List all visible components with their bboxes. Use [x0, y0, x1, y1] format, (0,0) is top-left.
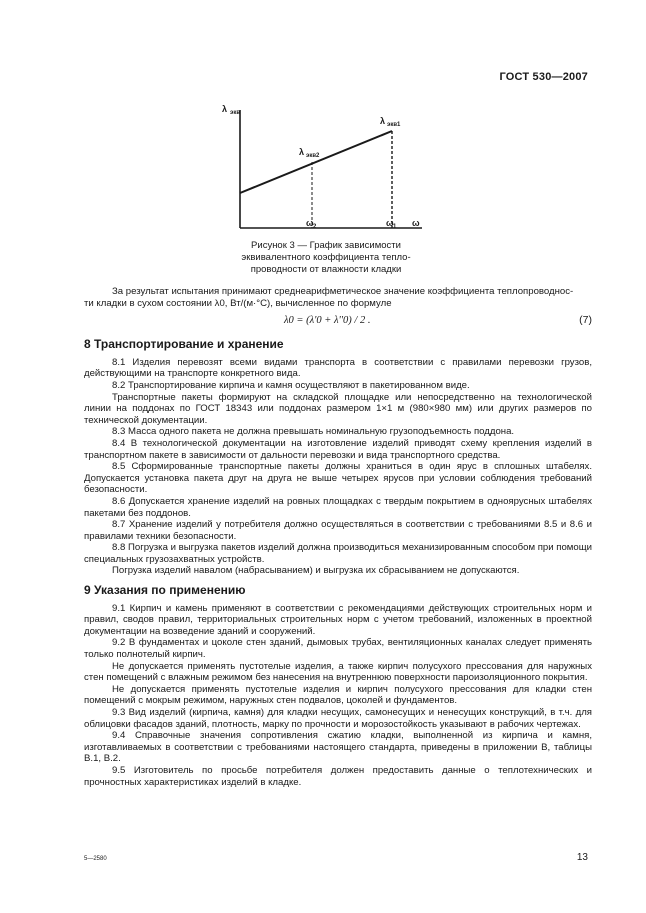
caption-line: Рисунок 3 — График зависимости — [251, 240, 401, 251]
paragraph: 8.2 Транспортирование кирпича и камня осуществляют в пакетированном виде. — [112, 379, 470, 391]
trend-line — [240, 131, 392, 193]
tick-1-label: ω — [386, 218, 394, 228]
section-9-title: 9 Указания по применению — [84, 583, 246, 598]
point-1-sub: экв1 — [387, 122, 401, 128]
paragraph: 8.3 Масса одного пакета не должна превышать номинальную грузоподъемность поддона. — [112, 426, 515, 438]
figure-caption — [226, 240, 426, 276]
point-1-label: λ — [380, 116, 386, 126]
paragraph: Не допускается применять пустотелые изделия, а также кирпич полусухого прессования для наружных стен помещений с влажным режимом без нанесения на внутреннюю поверхности пароизоляционного покрытия. — [84, 660, 592, 684]
paragraph: 8.6 Допускается хранение изделий на ровных площадках с твердым покрытием в одноярусных штабелях пакетами без поддонов. — [84, 495, 592, 519]
tick-2-label: ω — [306, 218, 314, 228]
paragraph: 9.4 Справочные значения сопротивления сжатию кладки, выполненной из кирпича и камня, изготавливаемых в соответствии с требованиями настоящего стандарта, приведены в приложении В, таблицы В.1, В.2. — [84, 730, 592, 765]
point-2-label: λ — [299, 147, 305, 157]
formula: λ0 = (λ'0 + λ''0) / 2 . — [284, 315, 371, 327]
print-mark: 5—2580 — [84, 856, 107, 862]
paragraph: 8.1 Изделия перевозят всеми видами транспорта в соответствии с правилами перевозки грузов, действующими на транспорте конкретного вида. — [84, 356, 592, 380]
paragraph: 9.3 Вид изделий (кирпича, камня) для кладки несущих, самонесущих и ненесущих конструкций, в т.ч. для облицовки фасадов зданий, плотность, марку по прочности и морозостойкость указывают в рабочих чертежах. — [84, 707, 592, 730]
y-axis-sub: экв — [230, 110, 241, 116]
caption-line: проводности от влажности кладки — [250, 264, 402, 275]
y-axis-label: λ — [222, 104, 228, 114]
x-axis-label: ω — [412, 218, 420, 228]
paragraph: 8.8 Погрузка и выгрузка пакетов изделий должна производиться механизированным способом при помощи специальных грузозахватных устройств. — [84, 542, 592, 565]
main-text — [84, 286, 592, 788]
paragraph: 8.4 В технологической документации на изготовление изделий приводят схему крепления изделий в транспортном пакете в зависимости от дальности перевозки и вида транспортного средства. — [84, 437, 592, 461]
paragraph: Транспортные пакеты формируют на складской площадке или непосредственно на технологической линии на поддонах по ГОСТ 18343 или поддонах размером 1×1 м (980×980 мм) или других размеров по технической документации. — [84, 391, 592, 426]
standard-code-header: ГОСТ 530—2007 — [499, 71, 588, 83]
paragraph: 9.2 В фундаментах и цоколе стен зданий, дымовых трубах, вентиляционных каналах следует применять только полнотелый кирпич. — [84, 637, 592, 661]
page-number: 13 — [576, 852, 588, 863]
intro-line-1: За результат испытания принимают среднеарифметическое значение коэффициента теплопроводнос- — [112, 286, 574, 297]
paragraph: Не допускается применять пустотелые изделия и кирпич полусухого прессования для кладки стен помещений с мокрым режимом, наружных стен подвалов, цоколей и фундаментов. — [84, 683, 592, 707]
paragraph: 8.7 Хранение изделий у потребителя должно осуществляться в соответствии с требованиями 8.5 и 8.6 и правилами техники безопасности. — [84, 519, 592, 542]
section-8-title: 8 Транспортирование и хранение — [84, 337, 284, 352]
paragraph: Погрузка изделий навалом (набрасыванием) и выгрузка их сбрасыванием не допускаются. — [112, 565, 520, 577]
tick-1-sub: 1 — [393, 224, 397, 230]
formula-number: (7) — [579, 314, 592, 327]
figure-graph — [200, 98, 440, 238]
paragraph: 8.5 Сформированные транспортные пакеты должны храниться в один ярус в сплошных штабелях. Допускается установка пакета друг на друга не выше четырех ярусов при условии соблюдения требований безопасности. — [84, 461, 592, 496]
formula-row — [84, 309, 592, 331]
paragraph: 9.1 Кирпич и камень применяют в соответствии с рекомендациями действующих строительных норм и правил, сводов правил, территориальных строительных норм с учетом требований, изложенных в проектной документации на возведение зданий и сооружений. — [84, 602, 592, 637]
tick-2-sub: 2 — [313, 224, 317, 230]
point-2-sub: экв2 — [306, 153, 320, 159]
intro-line-2: ти кладки в сухом состоянии λ0, Вт/(м·°С), вычисленное по формуле — [84, 297, 392, 309]
paragraph: 9.5 Изготовитель по просьбе потребителя должен предоставить данные о теплотехнических и прочностных характеристиках изделий в кладке. — [84, 764, 592, 788]
caption-line: эквивалентного коэффициента тепло- — [241, 252, 411, 263]
